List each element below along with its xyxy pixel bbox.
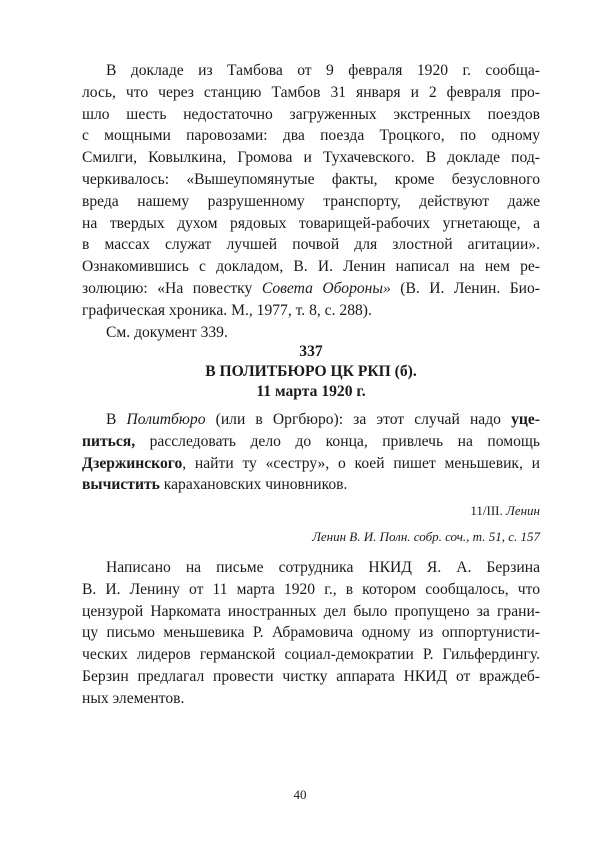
text-line: Ознакомившись с докладом, В. И. Ленин написал на нем ре- — [82, 258, 540, 276]
text-line: лось, что через станцию Тамбов 31 января и 2 февраля про- — [82, 83, 540, 101]
signature-date: 11/III. — [470, 503, 503, 518]
intro-paragraph — [82, 60, 540, 343]
text-line: Написано на письме сотрудника НКИД Я. А. Берзина — [106, 559, 540, 576]
text-line: вычистить карахановских чиновников. — [82, 476, 348, 494]
text-line: с мощными паровозами: два поезда Троцкого, по одному — [82, 127, 540, 145]
text-line: В Политбюро (или в Оргбюро): за этот случай надо уце- — [106, 411, 540, 428]
page-number: 40 — [293, 787, 307, 802]
signature-line — [82, 503, 540, 519]
text-line: золюцию: «На повестку Совета Обороны» (В. И. Ленин. Био- — [82, 279, 540, 297]
document-date: 11 марта 1920 г. — [256, 383, 366, 400]
source-citation: Ленин В. И. Полн. собр. соч., т. 51, с. 157 — [312, 529, 540, 544]
text-line: цензурой Наркомата иностранных дел было пропущено за грани- — [82, 602, 540, 620]
text-line: В. И. Ленину от 11 марта 1920 г., в котором сообщалось, что — [82, 580, 540, 598]
document-title: В ПОЛИТБЮРО ЦК РКП (б). — [205, 363, 417, 380]
text-line: питься, расследовать дело до конца, привлечь на помощь — [82, 432, 540, 450]
signature-name: Ленин — [506, 503, 540, 518]
text-line: графическая хроника. М., 1977, т. 8, с. 288). — [82, 301, 372, 319]
text-line: Дзержинского, найти ту «сестру», о коей пишет меньшевик, и — [82, 454, 540, 472]
text-line: Берзин предлагал провести чистку аппарата НКИД от враждеб- — [82, 667, 540, 685]
text-line: ных элементов. — [82, 689, 185, 707]
text-line: на твердых духом рядовых товарищей-рабочих угнетающе, а — [82, 214, 540, 232]
document-header — [82, 342, 540, 402]
text-line: шло шесть недостаточно загруженных экстренных поездов — [82, 105, 540, 123]
text-line: ческих лидеров германской социал-демократии Р. Гильфердингу. — [82, 646, 540, 664]
text-line: Смилги, Ковылкина, Громова и Тухачевского. В докладе под- — [82, 149, 540, 167]
italic-council-name: Совета Обороны» — [261, 279, 391, 297]
text-line: вреда нашему разрушенному транспорту, действуют даже — [82, 192, 540, 210]
text-line: в массах служат лучшей почвой для злостной агитации». — [82, 236, 540, 254]
text-line: В докладе из Тамбова от 9 февраля 1920 г. сообща- — [106, 62, 540, 79]
text-line: цу письмо меньшевика Р. Абрамовича одному из оппортунисти- — [82, 624, 540, 642]
text-line: черкивалось: «Вышеупомянутые факты, кроме безусловного — [82, 170, 540, 188]
see-document-ref: См. документ 339. — [106, 323, 228, 341]
editorial-note — [82, 557, 540, 710]
document-number: 337 — [299, 343, 323, 360]
document-body — [82, 409, 540, 496]
